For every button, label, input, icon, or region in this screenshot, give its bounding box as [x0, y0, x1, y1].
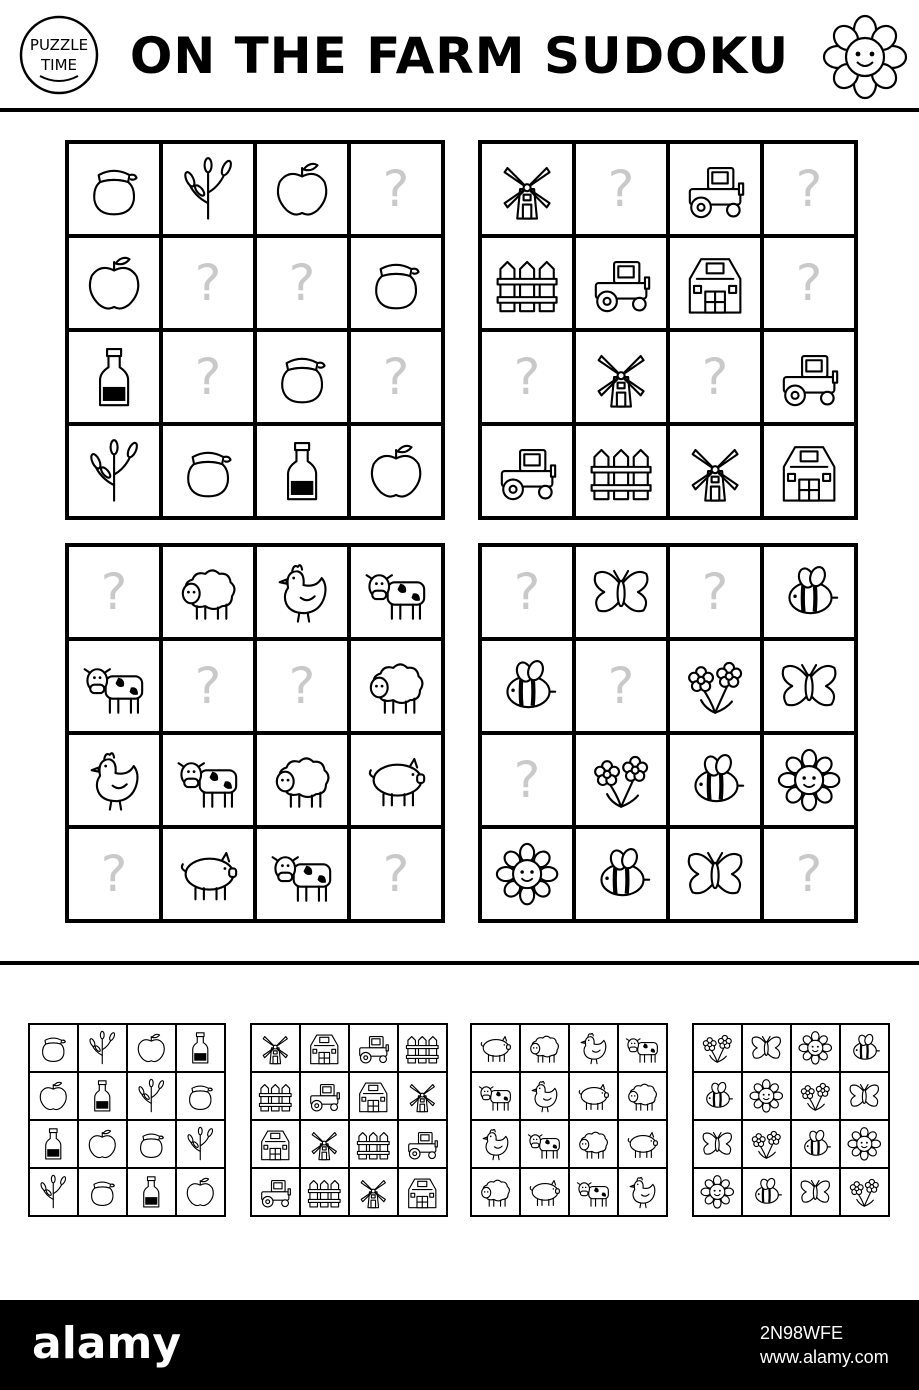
sudoku-cell	[257, 829, 347, 919]
sudoku-cell	[351, 426, 441, 516]
sudoku-cell	[670, 144, 760, 234]
solution-grid-meadow	[692, 1023, 890, 1217]
sudoku-cell	[792, 1073, 839, 1119]
sprig-icon	[181, 1125, 220, 1163]
sudoku-cell	[576, 426, 666, 516]
sudoku-cell[interactable]	[764, 144, 854, 234]
apple-icon	[79, 248, 149, 318]
sudoku-cell	[252, 1025, 299, 1071]
question-mark: ?	[382, 160, 410, 218]
sudoku-cell	[30, 1025, 77, 1071]
bottle-icon	[83, 1077, 122, 1115]
sudoku-cell	[79, 1073, 126, 1119]
question-mark: ?	[100, 845, 128, 903]
tractor-icon	[256, 1173, 295, 1211]
barn-icon	[354, 1077, 393, 1115]
sudoku-cell	[743, 1121, 790, 1167]
sudoku-cell	[841, 1073, 888, 1119]
flowers-icon	[698, 1029, 737, 1067]
sudoku-cell	[764, 426, 854, 516]
sudoku-cell	[163, 547, 253, 637]
barn-icon	[680, 248, 750, 318]
page-title: ON THE FARM SUDOKU	[129, 27, 790, 85]
sheep-icon	[623, 1077, 662, 1115]
question-mark: ?	[795, 254, 823, 312]
bee-icon	[796, 1125, 835, 1163]
question-mark: ?	[194, 254, 222, 312]
top-divider	[0, 108, 919, 112]
sudoku-cell[interactable]	[257, 641, 347, 731]
sudoku-cell	[350, 1073, 397, 1119]
butterfly-icon	[586, 557, 656, 627]
cow-icon	[267, 839, 337, 909]
sudoku-cell	[163, 735, 253, 825]
daisy-icon	[492, 839, 562, 909]
jam-icon	[83, 1173, 122, 1211]
sprig-icon	[132, 1077, 171, 1115]
pig-icon	[574, 1077, 613, 1115]
sudoku-cell[interactable]	[257, 238, 347, 328]
fence-icon	[492, 248, 562, 318]
sudoku-cell	[472, 1073, 519, 1119]
bee-icon	[586, 839, 656, 909]
sudoku-cell[interactable]	[764, 829, 854, 919]
sudoku-cell	[79, 1025, 126, 1071]
sudoku-cell	[792, 1169, 839, 1215]
sudoku-cell	[576, 735, 666, 825]
bee-icon	[845, 1029, 884, 1067]
apple-icon	[132, 1029, 171, 1067]
sudoku-cell	[670, 829, 760, 919]
question-mark: ?	[513, 348, 541, 406]
jam-icon	[361, 248, 431, 318]
sudoku-cell	[482, 144, 572, 234]
sudoku-cell[interactable]	[576, 144, 666, 234]
sprig-icon	[34, 1173, 73, 1211]
apple-icon	[34, 1077, 73, 1115]
sudoku-cell	[128, 1073, 175, 1119]
sudoku-cell	[521, 1073, 568, 1119]
question-mark: ?	[701, 348, 729, 406]
sudoku-cell	[482, 829, 572, 919]
bee-icon	[492, 651, 562, 721]
sheep-icon	[525, 1029, 564, 1067]
butterfly-icon	[698, 1125, 737, 1163]
sudoku-cell	[351, 641, 441, 731]
sudoku-cell	[69, 238, 159, 328]
sprig-icon	[83, 1029, 122, 1067]
sudoku-cell	[743, 1025, 790, 1071]
sheep-icon	[267, 745, 337, 815]
daisy-icon	[796, 1029, 835, 1067]
butterfly-icon	[774, 651, 844, 721]
sudoku-cell	[619, 1121, 666, 1167]
sudoku-cell	[257, 547, 347, 637]
flowers-icon	[586, 745, 656, 815]
sheep-icon	[173, 557, 243, 627]
question-mark: ?	[701, 563, 729, 621]
sudoku-cell	[351, 238, 441, 328]
cow-icon	[476, 1077, 515, 1115]
sudoku-cell	[128, 1169, 175, 1215]
sudoku-cell[interactable]	[163, 641, 253, 731]
bottle-icon	[34, 1125, 73, 1163]
flowers-icon	[747, 1125, 786, 1163]
flowers-icon	[845, 1173, 884, 1211]
sudoku-cell	[30, 1073, 77, 1119]
sudoku-cell	[177, 1025, 224, 1071]
sudoku-cell	[570, 1025, 617, 1071]
tractor-icon	[586, 248, 656, 318]
sudoku-cell	[350, 1169, 397, 1215]
sudoku-cell[interactable]	[351, 332, 441, 422]
sudoku-cell	[619, 1169, 666, 1215]
cow-icon	[79, 651, 149, 721]
sudoku-cell	[69, 332, 159, 422]
fence-icon	[586, 436, 656, 506]
barn-icon	[256, 1125, 295, 1163]
fence-icon	[256, 1077, 295, 1115]
sudoku-cell	[399, 1073, 446, 1119]
daisy-icon	[845, 1125, 884, 1163]
sudoku-cell	[743, 1169, 790, 1215]
windmill-icon	[256, 1029, 295, 1067]
sudoku-cell	[619, 1025, 666, 1071]
sprig-icon	[79, 436, 149, 506]
sudoku-cell	[576, 238, 666, 328]
sudoku-cell[interactable]	[69, 547, 159, 637]
sudoku-cell	[521, 1121, 568, 1167]
apple-icon	[267, 154, 337, 224]
sudoku-cell	[472, 1121, 519, 1167]
logo-line2: TIME	[40, 56, 78, 74]
pig-icon	[476, 1029, 515, 1067]
fence-icon	[403, 1029, 442, 1067]
sudoku-cell	[163, 426, 253, 516]
daisy-icon	[747, 1077, 786, 1115]
question-mark: ?	[795, 845, 823, 903]
sudoku-cell	[163, 829, 253, 919]
barn-icon	[403, 1173, 442, 1211]
apple-icon	[83, 1125, 122, 1163]
solution-grid-garden	[28, 1023, 226, 1217]
windmill-icon	[403, 1077, 442, 1115]
sudoku-cell[interactable]	[482, 547, 572, 637]
sudoku-cell	[79, 1169, 126, 1215]
tractor-icon	[403, 1125, 442, 1163]
sudoku-cell	[351, 547, 441, 637]
pig-icon	[173, 839, 243, 909]
sudoku-cell	[570, 1121, 617, 1167]
apple-icon	[361, 436, 431, 506]
sudoku-cell	[399, 1025, 446, 1071]
sudoku-cell	[792, 1121, 839, 1167]
sudoku-cell	[694, 1169, 741, 1215]
bottle-icon	[132, 1173, 171, 1211]
sudoku-cell	[576, 547, 666, 637]
sudoku-cell	[743, 1073, 790, 1119]
solution-grid-buildings	[250, 1023, 448, 1217]
fence-icon	[305, 1173, 344, 1211]
windmill-icon	[354, 1173, 393, 1211]
cow-icon	[525, 1125, 564, 1163]
bottle-icon	[79, 342, 149, 412]
sudoku-cell	[301, 1121, 348, 1167]
cow-icon	[574, 1173, 613, 1211]
middle-divider	[0, 961, 919, 965]
barn-icon	[305, 1029, 344, 1067]
puzzle-grid-garden	[65, 140, 445, 520]
sudoku-cell	[670, 426, 760, 516]
sudoku-cell	[399, 1169, 446, 1215]
bottle-icon	[267, 436, 337, 506]
brand-logo: alamy	[32, 1318, 181, 1369]
daisy-icon	[822, 14, 908, 100]
sudoku-cell[interactable]	[69, 829, 159, 919]
sudoku-cell	[128, 1121, 175, 1167]
hen-icon	[267, 557, 337, 627]
sudoku-cell	[792, 1025, 839, 1071]
sudoku-cell	[764, 641, 854, 731]
sudoku-cell[interactable]	[482, 735, 572, 825]
sudoku-cell	[257, 144, 347, 234]
sudoku-cell	[576, 829, 666, 919]
jam-icon	[132, 1125, 171, 1163]
question-mark: ?	[607, 160, 635, 218]
jam-icon	[79, 154, 149, 224]
sudoku-cell[interactable]	[351, 829, 441, 919]
apple-icon	[181, 1173, 220, 1211]
sudoku-cell[interactable]	[163, 238, 253, 328]
sudoku-cell	[350, 1121, 397, 1167]
sudoku-cell	[301, 1169, 348, 1215]
tractor-icon	[774, 342, 844, 412]
sheep-icon	[361, 651, 431, 721]
sudoku-cell	[79, 1121, 126, 1167]
bee-icon	[747, 1173, 786, 1211]
tractor-icon	[680, 154, 750, 224]
sudoku-cell	[301, 1073, 348, 1119]
bee-icon	[698, 1077, 737, 1115]
sudoku-cell	[257, 426, 347, 516]
solution-grid-animals	[470, 1023, 668, 1217]
butterfly-icon	[680, 839, 750, 909]
hen-icon	[623, 1173, 662, 1211]
cow-icon	[623, 1029, 662, 1067]
sudoku-cell	[570, 1169, 617, 1215]
question-mark: ?	[288, 657, 316, 715]
hen-icon	[476, 1125, 515, 1163]
flowers-icon	[680, 651, 750, 721]
sudoku-cell	[163, 144, 253, 234]
sudoku-cell	[482, 238, 572, 328]
sudoku-cell	[177, 1169, 224, 1215]
sudoku-cell	[570, 1073, 617, 1119]
sudoku-cell	[670, 238, 760, 328]
puzzle-grid-animals	[65, 543, 445, 923]
sudoku-cell	[257, 735, 347, 825]
cow-icon	[173, 745, 243, 815]
sudoku-cell	[30, 1169, 77, 1215]
sudoku-cell[interactable]	[163, 332, 253, 422]
sudoku-cell	[841, 1025, 888, 1071]
bee-icon	[680, 745, 750, 815]
pig-icon	[623, 1125, 662, 1163]
sudoku-cell	[670, 641, 760, 731]
sudoku-cell	[619, 1073, 666, 1119]
sheep-icon	[574, 1125, 613, 1163]
fence-icon	[354, 1125, 393, 1163]
windmill-icon	[492, 154, 562, 224]
sudoku-cell	[472, 1169, 519, 1215]
bottle-icon	[181, 1029, 220, 1067]
question-mark: ?	[100, 563, 128, 621]
windmill-icon	[305, 1125, 344, 1163]
barn-icon	[774, 436, 844, 506]
butterfly-icon	[796, 1173, 835, 1211]
windmill-icon	[680, 436, 750, 506]
sudoku-cell	[764, 547, 854, 637]
sudoku-cell	[670, 735, 760, 825]
daisy-icon	[774, 745, 844, 815]
source-url: www.alamy.com	[760, 1347, 889, 1367]
puzzle-grid-buildings	[478, 140, 858, 520]
sudoku-cell	[482, 641, 572, 731]
tractor-icon	[354, 1029, 393, 1067]
cow-icon	[361, 557, 431, 627]
sudoku-cell	[30, 1121, 77, 1167]
tractor-icon	[492, 436, 562, 506]
sudoku-cell[interactable]	[576, 641, 666, 731]
sudoku-cell[interactable]	[670, 332, 760, 422]
sudoku-cell	[764, 332, 854, 422]
daisy-icon	[698, 1173, 737, 1211]
sudoku-cell	[69, 426, 159, 516]
question-mark: ?	[607, 657, 635, 715]
jam-icon	[173, 436, 243, 506]
question-mark: ?	[795, 160, 823, 218]
pig-icon	[525, 1173, 564, 1211]
flowers-icon	[796, 1077, 835, 1115]
sudoku-cell	[177, 1121, 224, 1167]
question-mark: ?	[194, 657, 222, 715]
sudoku-cell	[69, 144, 159, 234]
sudoku-cell	[69, 735, 159, 825]
puzzle-grid-meadow	[478, 543, 858, 923]
sudoku-cell	[257, 332, 347, 422]
sudoku-cell	[128, 1025, 175, 1071]
sudoku-cell	[351, 735, 441, 825]
sudoku-cell	[69, 641, 159, 731]
sudoku-cell	[521, 1025, 568, 1071]
sprig-icon	[173, 154, 243, 224]
sudoku-cell	[764, 735, 854, 825]
question-mark: ?	[194, 348, 222, 406]
butterfly-icon	[845, 1077, 884, 1115]
pig-icon	[361, 745, 431, 815]
sudoku-cell	[694, 1121, 741, 1167]
hen-icon	[525, 1077, 564, 1115]
bee-icon	[774, 557, 844, 627]
sudoku-cell	[482, 426, 572, 516]
question-mark: ?	[382, 348, 410, 406]
sudoku-cell[interactable]	[670, 547, 760, 637]
tractor-icon	[305, 1077, 344, 1115]
sheep-icon	[476, 1173, 515, 1211]
question-mark: ?	[513, 751, 541, 809]
image-id: 2N98WFE	[760, 1323, 844, 1343]
sudoku-cell[interactable]	[351, 144, 441, 234]
sudoku-cell	[252, 1073, 299, 1119]
question-mark: ?	[382, 845, 410, 903]
sudoku-cell[interactable]	[764, 238, 854, 328]
hen-icon	[79, 745, 149, 815]
sudoku-cell	[472, 1025, 519, 1071]
sudoku-cell	[301, 1025, 348, 1071]
sudoku-cell	[694, 1073, 741, 1119]
sudoku-cell	[841, 1121, 888, 1167]
sudoku-cell	[350, 1025, 397, 1071]
hen-icon	[574, 1029, 613, 1067]
butterfly-icon	[747, 1029, 786, 1067]
sudoku-cell	[694, 1025, 741, 1071]
jam-icon	[267, 342, 337, 412]
logo-line1: PUZZLE	[29, 36, 89, 54]
jam-icon	[181, 1077, 220, 1115]
sudoku-cell	[252, 1169, 299, 1215]
question-mark: ?	[513, 563, 541, 621]
jam-icon	[34, 1029, 73, 1067]
sudoku-cell	[576, 332, 666, 422]
sudoku-cell[interactable]	[482, 332, 572, 422]
question-mark: ?	[288, 254, 316, 312]
sudoku-cell	[252, 1121, 299, 1167]
sudoku-cell	[841, 1169, 888, 1215]
sudoku-cell	[521, 1169, 568, 1215]
sudoku-cell	[177, 1073, 224, 1119]
windmill-icon	[586, 342, 656, 412]
sudoku-cell	[399, 1121, 446, 1167]
